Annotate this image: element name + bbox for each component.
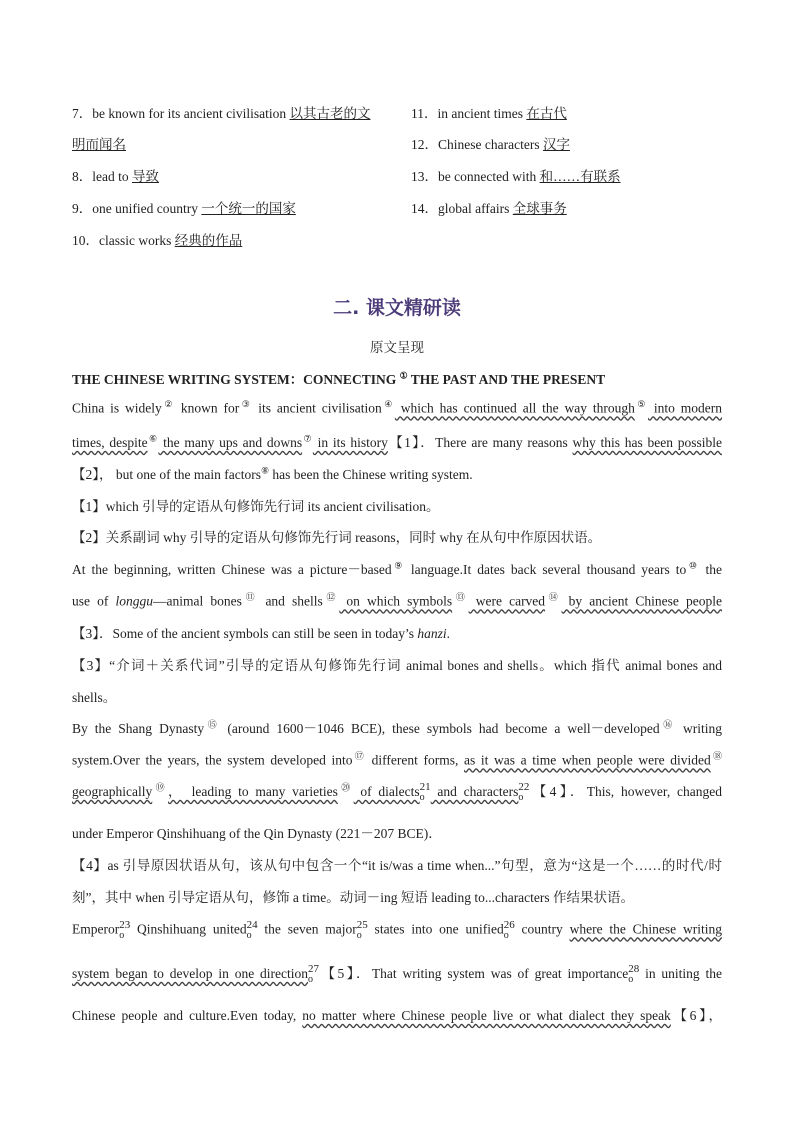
note-3-line-2: shells。 xyxy=(72,690,117,705)
marker-27: 27 o xyxy=(308,963,320,986)
p4-line-2: system began to develop in one direction 27 o 【5】．That writing system was of great importance 28 o in uniting the xyxy=(72,963,723,986)
vocab-item-7: 7．be known for its ancient civilisation 以其古老的文 xyxy=(72,106,371,121)
vocab-item-11: 11．in ancient times 在古代 xyxy=(411,106,567,121)
vocab-item-7-cont: 明而闻名 xyxy=(72,137,126,152)
p2-line-3: 【3】．Some of the ancient symbols can still be seen in today’s hanzi. xyxy=(72,626,450,641)
p3-line-2: system.Over the years, the system developed into⑰ different forms, as it was a time when people were divided⑱ xyxy=(72,751,722,768)
marker-25: 25 o xyxy=(356,919,368,941)
vocab-item-9: 9．one unified country 一个统一的国家 xyxy=(72,201,296,216)
note-3-line-1: 【3】“介词＋关系代词”引导的定语从句修饰先行词 animal bones and shells。which 指代 animal bones and xyxy=(72,658,722,673)
p3-line-1: By the Shang Dynasty⑮ (around 1600－1046 BCE), these symbols had become a well－developed⑯ writing xyxy=(72,719,722,736)
p4-line-1: Emperor 23 o Qinshihuang united 24 o the seven major 25 o states into one unified 26 o country where the Chinese writing xyxy=(72,919,722,941)
p3-line-4: under Emperor Qinshihuang of the Qin Dynasty (221－207 BCE)． xyxy=(72,826,442,841)
section-subtitle: 原文呈现 xyxy=(370,340,424,355)
p1-line-3: 【2】， but one of the main factors⑧ has been the Chinese writing system. xyxy=(72,465,473,482)
marker-21: 21 o xyxy=(419,781,431,804)
passage-heading: THE CHINESE WRITING SYSTEM：CONNECTING ① THE PAST AND THE PRESENT xyxy=(72,370,606,387)
p2-line-2: use of longgu—animal bones⑪ and shells⑫ on which symbols⑬ were carved⑭ by ancient Chinese people xyxy=(72,592,722,609)
p4-line-3: Chinese people and culture.Even today, no matter where Chinese people live or what dialect they speak【6】， xyxy=(72,1008,722,1023)
marker-24: 24 o xyxy=(246,919,258,941)
marker-26: 26 o xyxy=(503,919,515,941)
marker-23: 23 o xyxy=(119,919,131,941)
note-1: 【1】which 引导的定语从句修饰先行词 its ancient civilisation。 xyxy=(72,499,440,514)
vocab-item-13: 13．be connected with 和……有联系 xyxy=(411,169,621,184)
note-2: 【2】关系副词 why 引导的定语从句修饰先行词 reasons，同时 why 在从句中作原因状语。 xyxy=(72,530,602,545)
note-4-line-1: 【4】as 引导原因状语从句，该从句中包含一个“it is/was a time when...”句型，意为“这是一个……的时代/时 xyxy=(72,858,722,873)
p1-line-1: China is widely② known for③ its ancient civilisation④ which has continued all the way through⑤ into modern xyxy=(72,399,723,416)
p1-line-2: times, despite⑥ the many ups and downs⑦ in its history【1】．There are many reasons why this has been possible xyxy=(72,433,722,450)
note-4-line-2: 刻”，其中 when 引导定语从句，修饰 a time。动词－ing 短语 leading to...characters 作结果状语。 xyxy=(72,890,635,905)
section-title: 二. 课文精研读 xyxy=(333,297,461,319)
vocab-item-8: 8．lead to 导致 xyxy=(72,169,159,184)
vocab-item-10: 10．classic works 经典的作品 xyxy=(72,233,243,248)
marker-22: 22 o xyxy=(518,781,530,804)
vocab-item-14: 14．global affairs 全球事务 xyxy=(411,201,567,216)
p3-line-3: geographically⑲， leading to many varieties⑳ of dialects 21 o and characters 22 o 【4】．This, however, changed xyxy=(72,781,722,804)
vocab-item-12: 12．Chinese characters 汉字 xyxy=(411,137,570,152)
marker-28: 28 o xyxy=(628,963,640,986)
p2-line-1: At the beginning, written Chinese was a picture－based⑨ language.It dates back several thousand years to⑩ the xyxy=(72,560,722,577)
